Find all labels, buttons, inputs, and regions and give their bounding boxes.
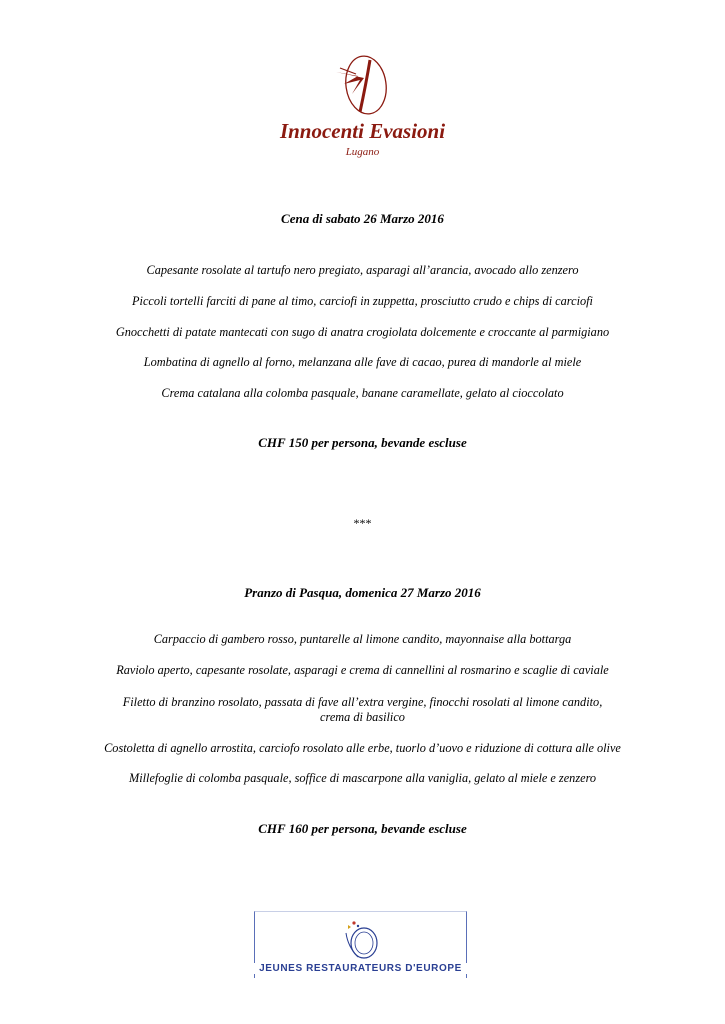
menu2-price: CHF 160 per persona, bevande escluse [258, 821, 467, 836]
brand-name: Innocenti Evasioni [279, 119, 446, 143]
swallow-logo-icon [330, 54, 396, 120]
menu2-dish-5: Millefoglie di colomba pasquale, soffice di mascarpone alla vaniglia, gelato al miele e zenzero [128, 771, 597, 785]
menu2-dish-4: Costoletta di agnello arrostita, carciofo rosolato alle erbe, tuorlo d’uovo e riduzione di cottura alle olive [104, 741, 621, 755]
menu1-dish-1: Capesante rosolate al tartufo nero pregiato, asparagi all’arancia, avocado allo zenzero [146, 263, 579, 277]
brand-city: Lugano [345, 146, 380, 158]
separator: *** [353, 516, 372, 530]
menu1-dish-2: Piccoli tortelli farciti di pane al timo, carciofi in zuppetta, prosciutto crudo e chips di carciofi [132, 294, 593, 308]
jre-logo [254, 911, 467, 978]
jre-plate-logo-icon [334, 917, 386, 961]
menu1-dish-5: Crema catalana alla colomba pasquale, banane caramellate, gelato al cioccolato [161, 386, 564, 400]
menu1-dish-3: Gnocchetti di patate mantecati con sugo di anatra crogiolata dolcemente e croccante al parmigiano [115, 325, 610, 339]
menu1-price: CHF 150 per persona, bevande escluse [258, 435, 467, 450]
menu1-title: Cena di sabato 26 Marzo 2016 [281, 211, 444, 226]
menu2-dish-3: Filetto di branzino rosolato, passata di fave all’extra vergine, finocchi rosolati al limone candito, [122, 695, 603, 709]
menu2-title: Pranzo di Pasqua, domenica 27 Marzo 2016 [244, 585, 481, 600]
menu2-dish-1: Carpaccio di gambero rosso, puntarelle al limone candito, mayonnaise alla bottarga [153, 632, 572, 646]
jre-label: JEUNES RESTAURATEURS D'EUROPE [254, 963, 467, 974]
menu2-dish-3-cont: crema di basilico [320, 710, 405, 724]
menu2-dish-2: Raviolo aperto, capesante rosolate, asparagi e crema di cannellini al rosmarino e scaglie di caviale [116, 663, 609, 677]
menu1-dish-4: Lombatina di agnello al forno, melanzana alle fave di cacao, purea di mandorle al miele [143, 355, 582, 369]
